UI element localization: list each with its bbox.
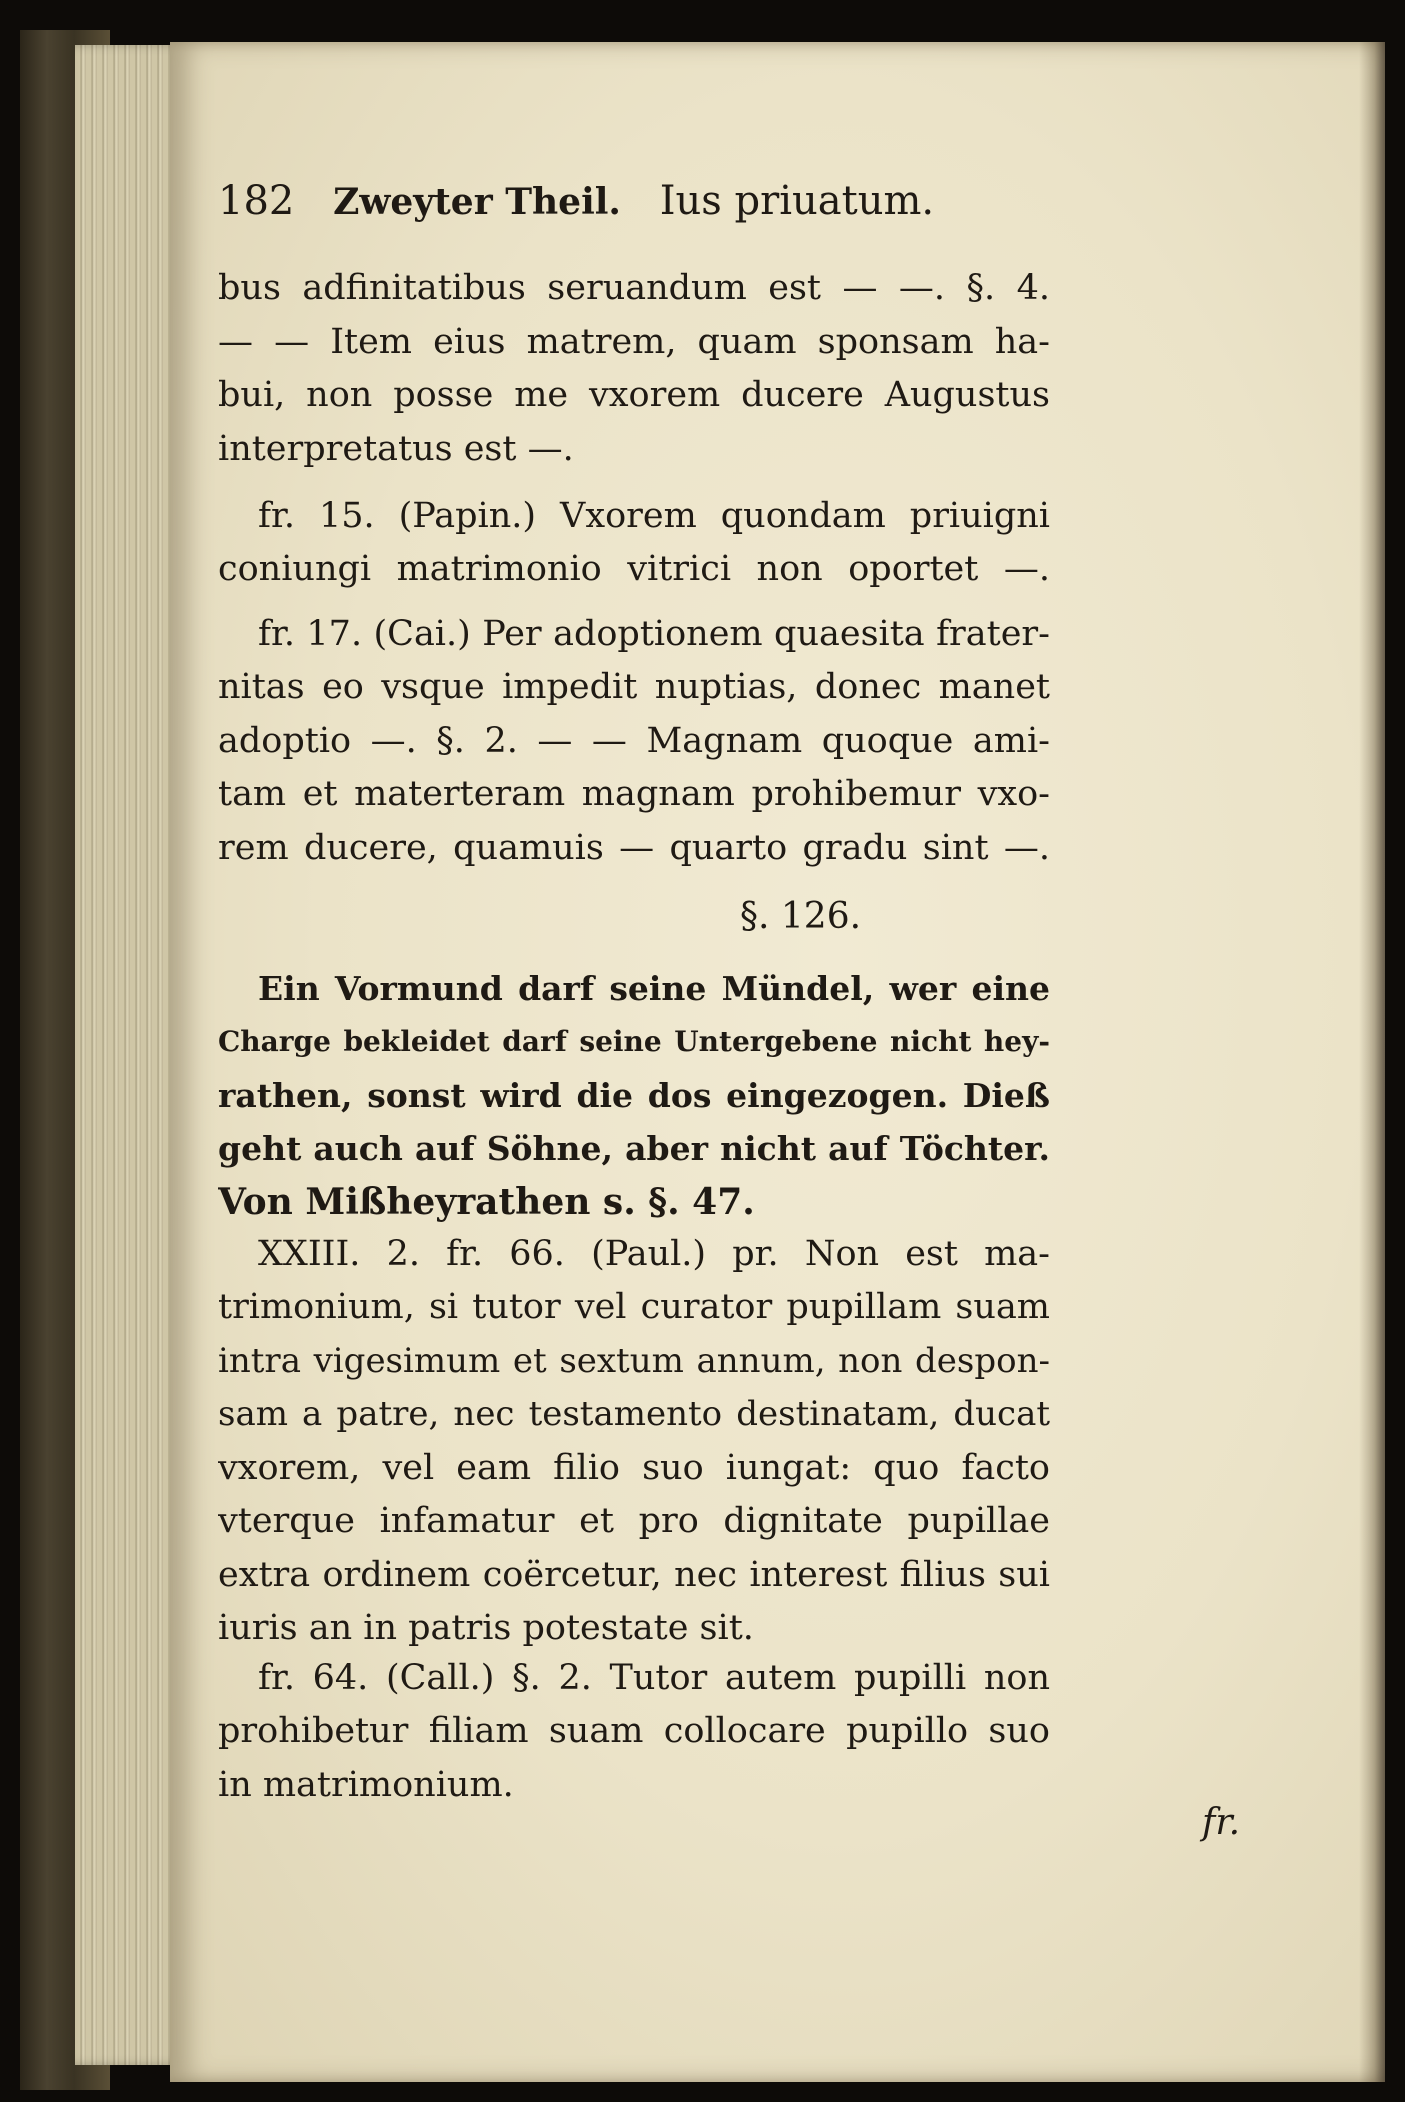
part-title: Zweyter Theil. [333, 181, 621, 223]
text-line: tam et materteram magnam prohibemur vxo- [218, 774, 1050, 814]
paragraph-2 [258, 490, 1050, 544]
paragraph-4 [258, 1228, 1050, 1282]
german-paragraph [258, 962, 1050, 1016]
text-line: in matrimonium. [218, 1764, 514, 1805]
german-paragraph-cont [218, 1015, 1050, 1229]
paragraph-4-cont [218, 1281, 1050, 1656]
catchword: fr. [1202, 1802, 1241, 1843]
text-line: bus adfinitatibus seruandum est — —. §. 4. [218, 268, 1050, 308]
text-line: trimonium, si tutor vel curator pupillam suam [218, 1287, 1050, 1327]
paragraph-1 [218, 262, 1050, 476]
text-line: adoptio —. §. 2. — — Magnam quoque ami- [218, 720, 1050, 761]
paragraph-2-cont [218, 543, 1050, 597]
text-line: fr. 17. (Cai.) Per adoptionem quaesita frater- [258, 614, 1050, 654]
text-line: geht auch auf Söhne, aber nicht auf Töchter. [218, 1129, 1050, 1168]
paragraph-5 [258, 1652, 1050, 1706]
text-line: sam a patre, nec testamento destinatam, ducat [218, 1394, 1050, 1434]
text-line: fr. 64. (Call.) §. 2. Tutor autem pupilli non [258, 1658, 1050, 1698]
text-line: rem ducere, quamuis — quarto gradu sint —. [218, 827, 1050, 868]
paragraph-3 [258, 608, 1050, 662]
text-line: coniungi matrimonio vitrici non oportet —. [218, 549, 1050, 589]
running-header [218, 178, 1050, 238]
section-title: Ius priuatum. [659, 178, 935, 224]
text-line: iuris an in patris potestate sit. [218, 1608, 754, 1648]
text-line: extra ordinem coërcetur, nec interest filius sui [218, 1554, 1050, 1595]
text-line: interpretatus est —. [218, 428, 574, 469]
text-line: fr. 15. (Papin.) Vxorem quondam priuigni [258, 496, 1050, 536]
text-line: nitas eo vsque impedit nuptias, donec manet [218, 667, 1050, 707]
section-number: §. 126. [740, 896, 862, 937]
text-line: — — Item eius matrem, quam sponsam ha- [218, 321, 1050, 362]
text-line: Ein Vormund darf seine Mündel, wer eine [258, 969, 1050, 1008]
page-number: 182 [218, 178, 295, 224]
paragraph-5-cont [218, 1705, 1050, 1812]
text-line: prohibetur filiam suam collocare pupillo suo [218, 1711, 1050, 1751]
paragraph-3-cont [218, 661, 1050, 875]
text-line: vterque infamatur et pro dignitate pupillae [218, 1501, 1050, 1541]
text-line: vxorem, vel eam filio suo iungat: quo facto [218, 1447, 1050, 1488]
text-line: rathen, sonst wird die dos eingezogen. Dieß [218, 1075, 1050, 1115]
text-line: XXIII. 2. fr. 66. (Paul.) pr. Non est ma- [258, 1234, 1050, 1274]
text-line: bui, non posse me vxorem ducere Augustus [218, 375, 1050, 415]
text-line: intra vigesimum et sextum annum, non despon- [218, 1340, 1050, 1381]
text-line: Von Mißheyrathen s. §. 47. [218, 1180, 755, 1223]
page-gutter-shadow [1359, 42, 1385, 2082]
text-line: Charge bekleidet darf seine Untergebene nicht hey- [218, 1025, 1050, 1058]
